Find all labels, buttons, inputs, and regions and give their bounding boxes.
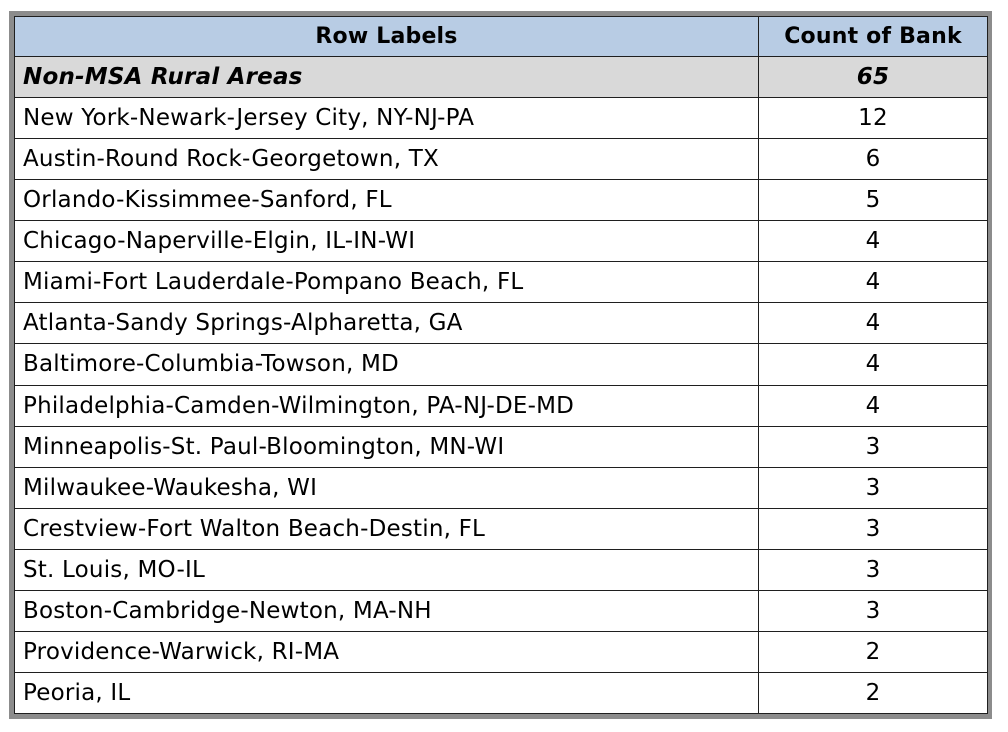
row-label-cell[interactable]: Milwaukee-Waukesha, WI [15,467,759,508]
row-label-cell[interactable]: Atlanta-Sandy Springs-Alpharetta, GA [15,303,759,344]
table-row [15,262,988,303]
table-row [15,508,988,549]
count-cell[interactable]: 4 [759,262,988,303]
row-label-cell[interactable]: Austin-Round Rock-Georgetown, TX [15,139,759,180]
row-label-cell[interactable]: Minneapolis-St. Paul-Bloomington, MN-WI [15,426,759,467]
table-row [15,549,988,590]
count-cell[interactable]: 4 [759,344,988,385]
table-row [15,139,988,180]
count-cell[interactable]: 12 [759,98,988,139]
row-label-cell[interactable]: Orlando-Kissimmee-Sanford, FL [15,180,759,221]
row-label-cell[interactable]: Boston-Cambridge-Newton, MA-NH [15,590,759,631]
count-cell[interactable]: 4 [759,385,988,426]
count-cell[interactable]: 5 [759,180,988,221]
count-cell[interactable]: 6 [759,139,988,180]
count-cell[interactable]: 3 [759,508,988,549]
pivot-table [14,16,988,714]
row-labels-header[interactable]: Row Labels [15,17,759,57]
row-label-cell[interactable]: Chicago-Naperville-Elgin, IL-IN-WI [15,221,759,262]
table-row [15,303,988,344]
row-label-cell[interactable]: Peoria, IL [15,672,759,713]
row-label-cell[interactable]: Philadelphia-Camden-Wilmington, PA-NJ-DE-MD [15,385,759,426]
table-row [15,385,988,426]
table-row [15,344,988,385]
count-cell[interactable]: 3 [759,590,988,631]
table-row [15,426,988,467]
table-row [15,221,988,262]
count-cell[interactable]: 65 [759,57,988,98]
row-label-cell[interactable]: Non-MSA Rural Areas [15,57,759,98]
header-row [15,17,988,57]
table-row [15,631,988,672]
table-row [15,672,988,713]
count-cell[interactable]: 3 [759,549,988,590]
count-cell[interactable]: 2 [759,631,988,672]
count-cell[interactable]: 4 [759,303,988,344]
table-row [15,98,988,139]
row-label-cell[interactable]: Miami-Fort Lauderdale-Pompano Beach, FL [15,262,759,303]
table-frame [9,11,992,719]
row-label-cell[interactable]: St. Louis, MO-IL [15,549,759,590]
row-label-cell[interactable]: Baltimore-Columbia-Towson, MD [15,344,759,385]
count-of-bank-header[interactable]: Count of Bank [759,17,988,57]
row-label-cell[interactable]: New York-Newark-Jersey City, NY-NJ-PA [15,98,759,139]
count-cell[interactable]: 3 [759,467,988,508]
row-label-cell[interactable]: Providence-Warwick, RI-MA [15,631,759,672]
row-label-cell[interactable]: Crestview-Fort Walton Beach-Destin, FL [15,508,759,549]
table-row [15,467,988,508]
count-cell[interactable]: 3 [759,426,988,467]
table-row [15,180,988,221]
count-cell[interactable]: 4 [759,221,988,262]
table-row [15,57,988,98]
count-cell[interactable]: 2 [759,672,988,713]
table-row [15,590,988,631]
